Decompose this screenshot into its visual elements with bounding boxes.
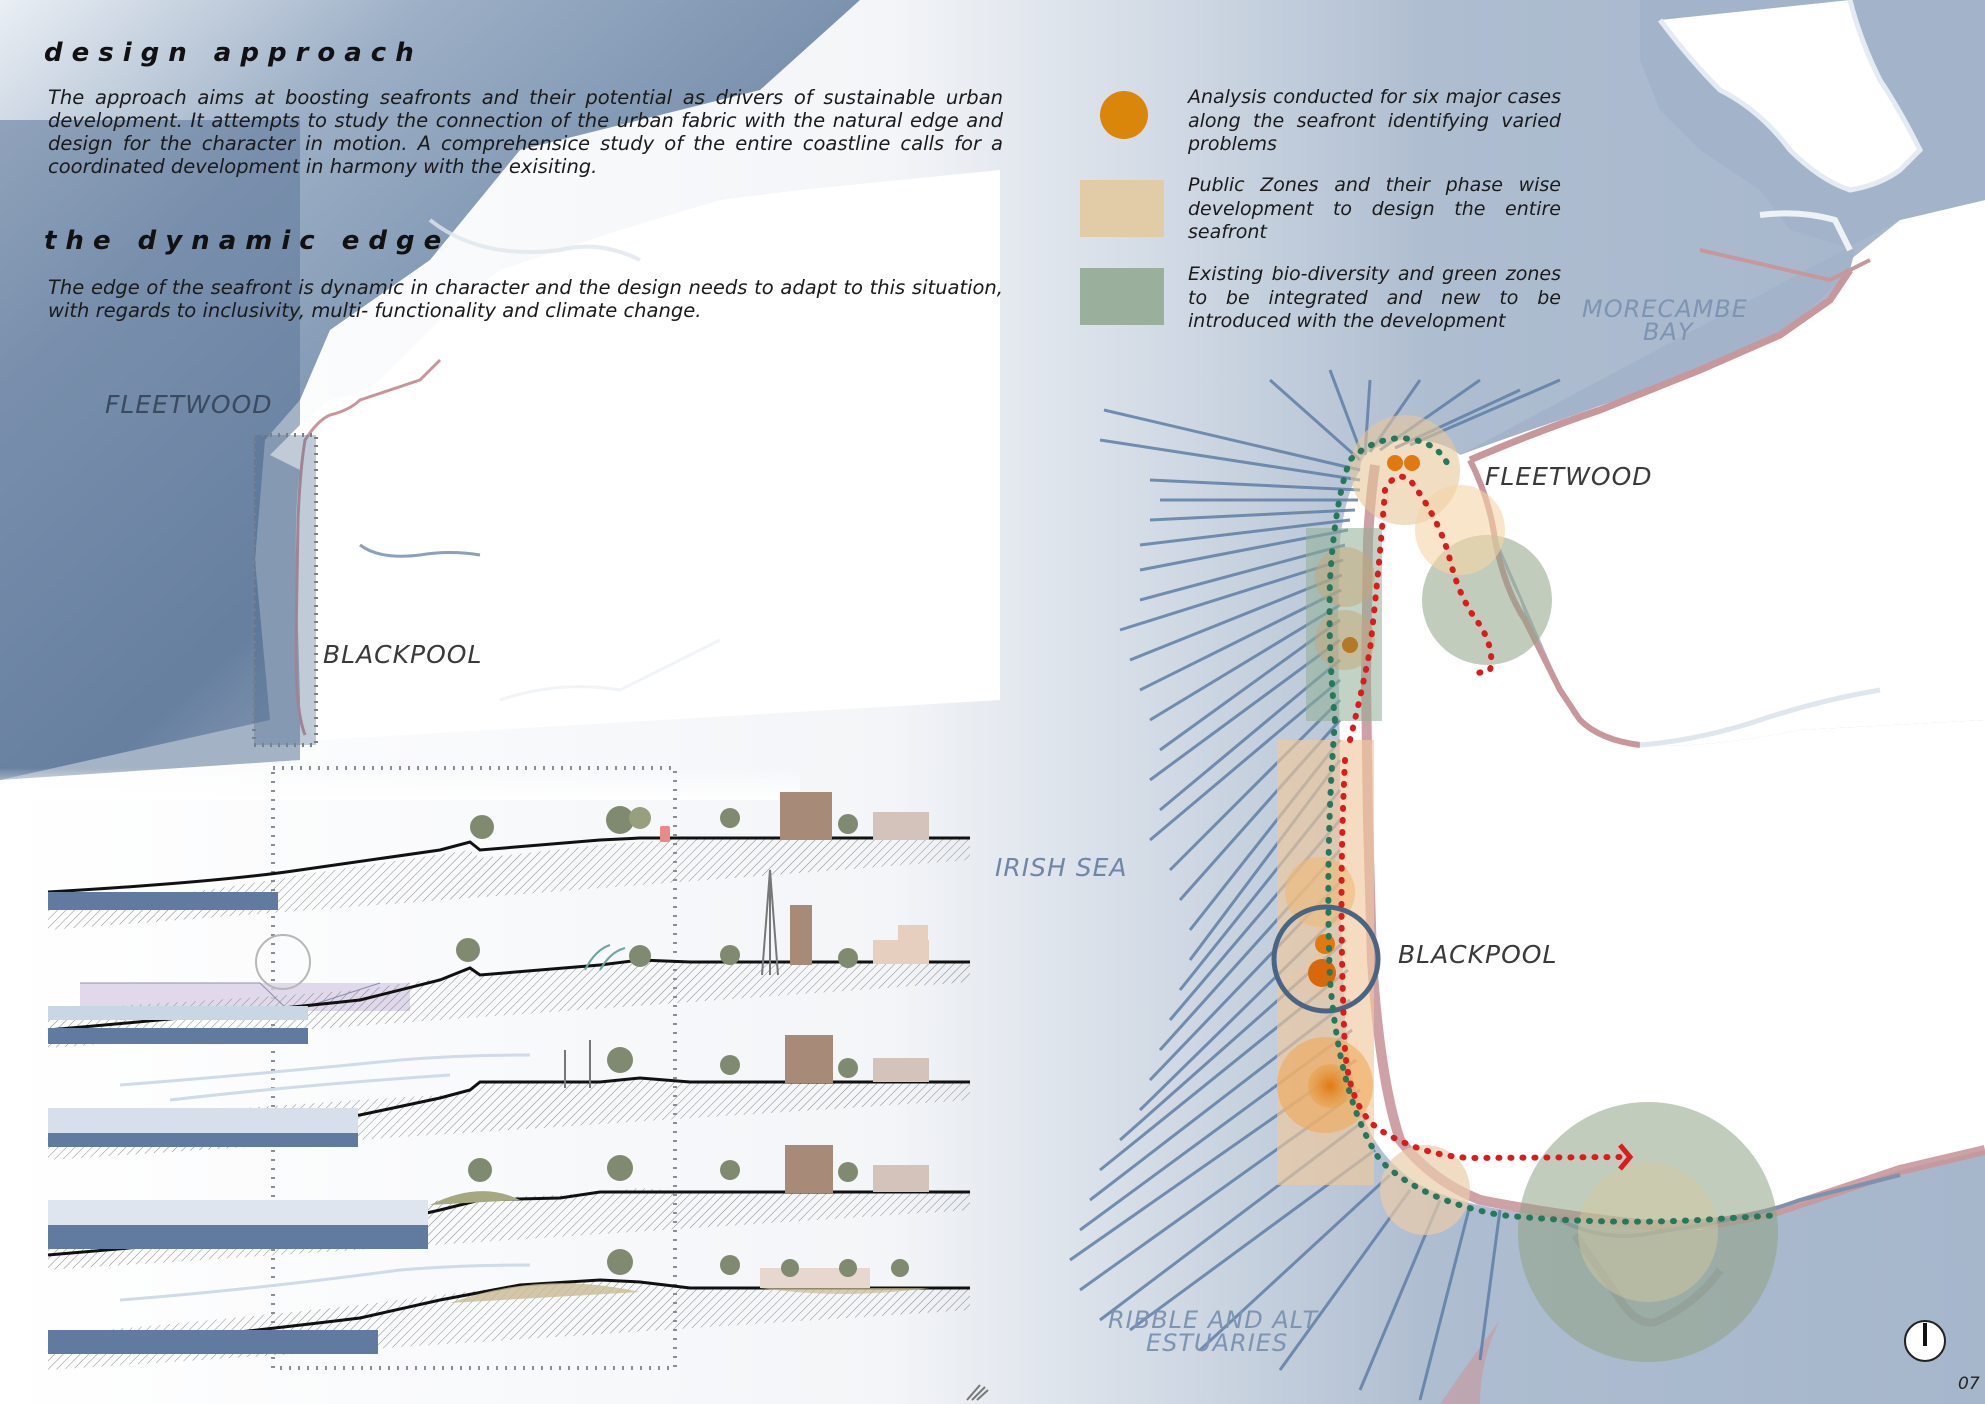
legend-public-zone-swatch: [1080, 180, 1164, 237]
design-approach-heading: design approach: [44, 38, 423, 68]
left-blackpool-label: BLACKPOOL: [323, 640, 483, 669]
legend-analysis-text: Analysis conducted for six major cases along the seafront identifying varied problems: [1188, 86, 1561, 155]
legend-analysis-swatch: [1100, 91, 1148, 139]
morecambe-bay-label-line1: MORECAMBE: [1582, 295, 1748, 323]
analysis-point-3: [1342, 637, 1358, 653]
ribble-estuaries-label-line1: RIBBLE AND ALT: [1108, 1306, 1319, 1334]
ribble-estuaries-label-line2: ESTUARIES: [1146, 1329, 1289, 1357]
right-blackpool-label: BLACKPOOL: [1398, 940, 1558, 969]
irish-sea-label: IRISH SEA: [995, 853, 1128, 882]
design-approach-paragraph: The approach aims at boosting seafronts and their potential as drivers of sustainable urban development. It attempts to study the connection of the urban fabric with the natural edge and design for the character in motion. A comprehensice study of the entire coastline calls for a coordinated development in harmony with the exisiting.: [48, 86, 1003, 178]
analysis-point-4: [1315, 934, 1335, 954]
page-number: 07: [1958, 1374, 1980, 1394]
north-arrow-icon: [1905, 1321, 1945, 1361]
legend-green-zone-text: Existing bio-diversity and green zones to be integrated and new to be introduced with the development: [1188, 263, 1561, 332]
dynamic-edge-heading: the dynamic edge: [44, 226, 451, 256]
analysis-point-2: [1404, 455, 1420, 471]
dynamic-edge-paragraph: The edge of the seafront is dynamic in character and the design needs to adapt to this situation, with regards to inclusivity, multi- functionality and climate change.: [48, 276, 1003, 322]
left-map-highlight: [254, 435, 316, 745]
morecambe-bay-label-line2: BAY: [1643, 318, 1694, 346]
legend-public-zone-text: Public Zones and their phase wise development to design the entire seafront: [1188, 174, 1561, 243]
left-fleetwood-label: FLEETWOOD: [105, 390, 273, 419]
analysis-point-1: [1387, 455, 1403, 471]
right-fleetwood-label: FLEETWOOD: [1485, 462, 1653, 491]
legend-green-zone-swatch: [1080, 268, 1164, 325]
